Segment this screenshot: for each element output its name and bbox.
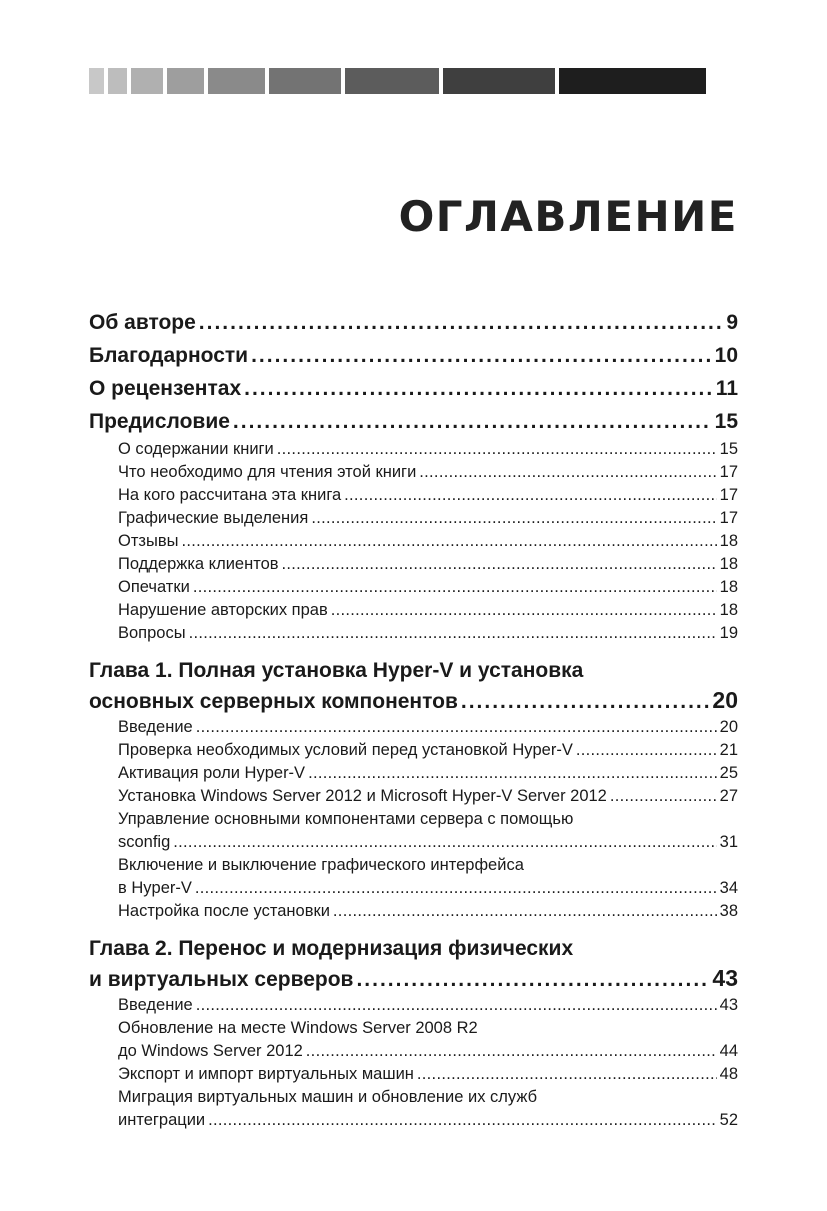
dot-leader (419, 461, 716, 484)
dot-leader (244, 372, 713, 405)
toc-subentry-page: 19 (719, 624, 738, 642)
dot-leader (196, 994, 717, 1017)
bar-segment (89, 68, 104, 94)
toc-subentry-page: 17 (719, 486, 738, 504)
chapter-title-line[interactable]: Глава 1. Полная установка Hyper-V и установка (89, 659, 584, 682)
toc-entry-page: 10 (714, 344, 738, 367)
toc-subentry[interactable] (89, 739, 738, 762)
dot-leader (233, 405, 712, 438)
toc-subentry-page: 20 (719, 718, 738, 736)
toc-entry-page: 9 (726, 311, 738, 334)
toc-subentry[interactable] (89, 716, 738, 739)
bar-segment (108, 68, 127, 94)
toc-subentry-first-line[interactable]: Обновление на месте Windows Server 2008 R2 (118, 1019, 478, 1037)
toc-subentry-title: Экспорт и импорт виртуальных машин (118, 1065, 414, 1083)
toc-subentry-page: 18 (719, 555, 738, 573)
bar-segment (269, 68, 341, 94)
toc-subentry-first-line[interactable]: Миграция виртуальных машин и обновление их служб (118, 1088, 538, 1106)
toc-entry-title: Об авторе (89, 311, 196, 334)
dot-leader (277, 438, 717, 461)
toc-subentry-title: до Windows Server 2012 (118, 1042, 303, 1060)
toc-subentry-page: 25 (719, 764, 738, 782)
toc-subentry[interactable] (89, 994, 738, 1017)
dot-leader (173, 831, 716, 854)
table-of-contents (89, 306, 738, 1132)
chapter-entry[interactable] (89, 685, 738, 716)
toc-subentry-page: 52 (719, 1111, 738, 1129)
page-title: ОГЛАВЛЕНИЕ (398, 192, 738, 241)
dot-leader (282, 553, 717, 576)
bar-segment (208, 68, 265, 94)
toc-subentry-title: Поддержка клиентов (118, 555, 279, 573)
toc-subentry-title: О содержании книги (118, 440, 274, 458)
toc-subentry-title: Активация роли Hyper-V (118, 764, 306, 782)
toc-subentry-page: 17 (719, 509, 738, 527)
dot-leader (251, 339, 712, 372)
toc-subentry-title: Вопросы (118, 624, 186, 642)
toc-subentry-title: Графические выделения (118, 509, 309, 527)
toc-subentry-title: Нарушение авторских прав (118, 601, 328, 619)
toc-subentry[interactable] (89, 762, 738, 785)
toc-subentry-title: sconfig (118, 833, 171, 851)
dot-leader (308, 762, 717, 785)
toc-subentry[interactable] (89, 900, 738, 923)
toc-subentry-page: 27 (719, 787, 738, 805)
dot-leader (417, 1063, 717, 1086)
toc-subentry[interactable] (89, 1040, 738, 1063)
toc-subentry[interactable] (89, 599, 738, 622)
toc-subentry[interactable] (89, 461, 738, 484)
toc-subentry[interactable] (89, 530, 738, 553)
toc-subentry-first-line[interactable]: Управление основными компонентами сервера с помощью (118, 810, 574, 828)
dot-leader (208, 1109, 717, 1132)
toc-subentry-title: На кого рассчитана эта книга (118, 486, 342, 504)
dot-leader (189, 622, 717, 645)
toc-subentry-page: 21 (719, 741, 738, 759)
toc-subentry-page: 17 (719, 463, 738, 481)
toc-subentry-title: Что необходимо для чтения этой книги (118, 463, 417, 481)
toc-subentry-title: Установка Windows Server 2012 и Microsoft Hyper-V Server 2012 (118, 787, 607, 805)
toc-entry-title: Предисловие (89, 410, 230, 433)
toc-subentry[interactable] (89, 553, 738, 576)
chapter-entry[interactable] (89, 963, 738, 994)
toc-subentry-title: Проверка необходимых условий перед установкой Hyper-V (118, 741, 573, 759)
toc-entry[interactable] (89, 306, 738, 339)
toc-subentry-page: 43 (719, 996, 738, 1014)
toc-subentry[interactable] (89, 785, 738, 808)
dot-leader (196, 716, 717, 739)
chapter-page: 20 (712, 687, 738, 713)
bar-segment (443, 68, 555, 94)
toc-subentry[interactable] (89, 831, 738, 854)
toc-subentry[interactable] (89, 877, 738, 900)
bar-segment (345, 68, 439, 94)
toc-entry-title: О рецензентах (89, 377, 242, 400)
chapter-page: 43 (712, 965, 738, 991)
toc-subentry[interactable] (89, 622, 738, 645)
dot-leader (331, 599, 717, 622)
toc-entry[interactable] (89, 405, 738, 438)
toc-subentry-title: интеграции (118, 1111, 206, 1129)
toc-subentry-page: 15 (719, 440, 738, 458)
toc-subentry-page: 44 (719, 1042, 738, 1060)
toc-subentry-page: 18 (719, 532, 738, 550)
chapter-title-line: и виртуальных серверов (89, 968, 354, 991)
bar-segment (167, 68, 204, 94)
dot-leader (356, 964, 709, 995)
toc-subentry-page: 18 (719, 601, 738, 619)
header-gradient-bar (89, 68, 738, 94)
toc-subentry-page: 18 (719, 578, 738, 596)
toc-subentry-page: 38 (719, 902, 738, 920)
dot-leader (610, 785, 717, 808)
toc-subentry-title: Введение (118, 996, 193, 1014)
bar-segment (559, 68, 706, 94)
toc-subentry-title: Настройка после установки (118, 902, 330, 920)
chapter-title-line: основных серверных компонентов (89, 690, 458, 713)
toc-entry-page: 15 (714, 410, 738, 433)
dot-leader (333, 900, 717, 923)
dot-leader (461, 686, 710, 717)
dot-leader (311, 507, 716, 530)
toc-subentry-page: 48 (719, 1065, 738, 1083)
toc-entry[interactable] (89, 372, 738, 405)
toc-entry-page: 11 (715, 377, 738, 400)
dot-leader (306, 1040, 717, 1063)
toc-subentry-title: Введение (118, 718, 193, 736)
toc-subentry-title: Отзывы (118, 532, 179, 550)
toc-subentry[interactable] (89, 576, 738, 599)
dot-leader (199, 306, 724, 339)
toc-subentry[interactable] (89, 1109, 738, 1132)
toc-subentry-page: 31 (719, 833, 738, 851)
dot-leader (576, 739, 717, 762)
toc-entry[interactable] (89, 339, 738, 372)
toc-subentry-title: в Hyper-V (118, 879, 192, 897)
toc-subentry[interactable] (89, 507, 738, 530)
toc-subentry-title: Опечатки (118, 578, 190, 596)
toc-subentry[interactable] (89, 438, 738, 461)
chapter-title-line[interactable]: Глава 2. Перенос и модернизация физических (89, 937, 574, 960)
dot-leader (344, 484, 716, 507)
dot-leader (193, 576, 717, 599)
bar-segment (131, 68, 163, 94)
toc-subentry[interactable] (89, 484, 738, 507)
toc-subentry-page: 34 (719, 879, 738, 897)
toc-subentry-first-line[interactable]: Включение и выключение графического интерфейса (118, 856, 524, 874)
toc-subentry[interactable] (89, 1063, 738, 1086)
dot-leader (181, 530, 716, 553)
toc-entry-title: Благодарности (89, 344, 249, 367)
dot-leader (195, 877, 717, 900)
